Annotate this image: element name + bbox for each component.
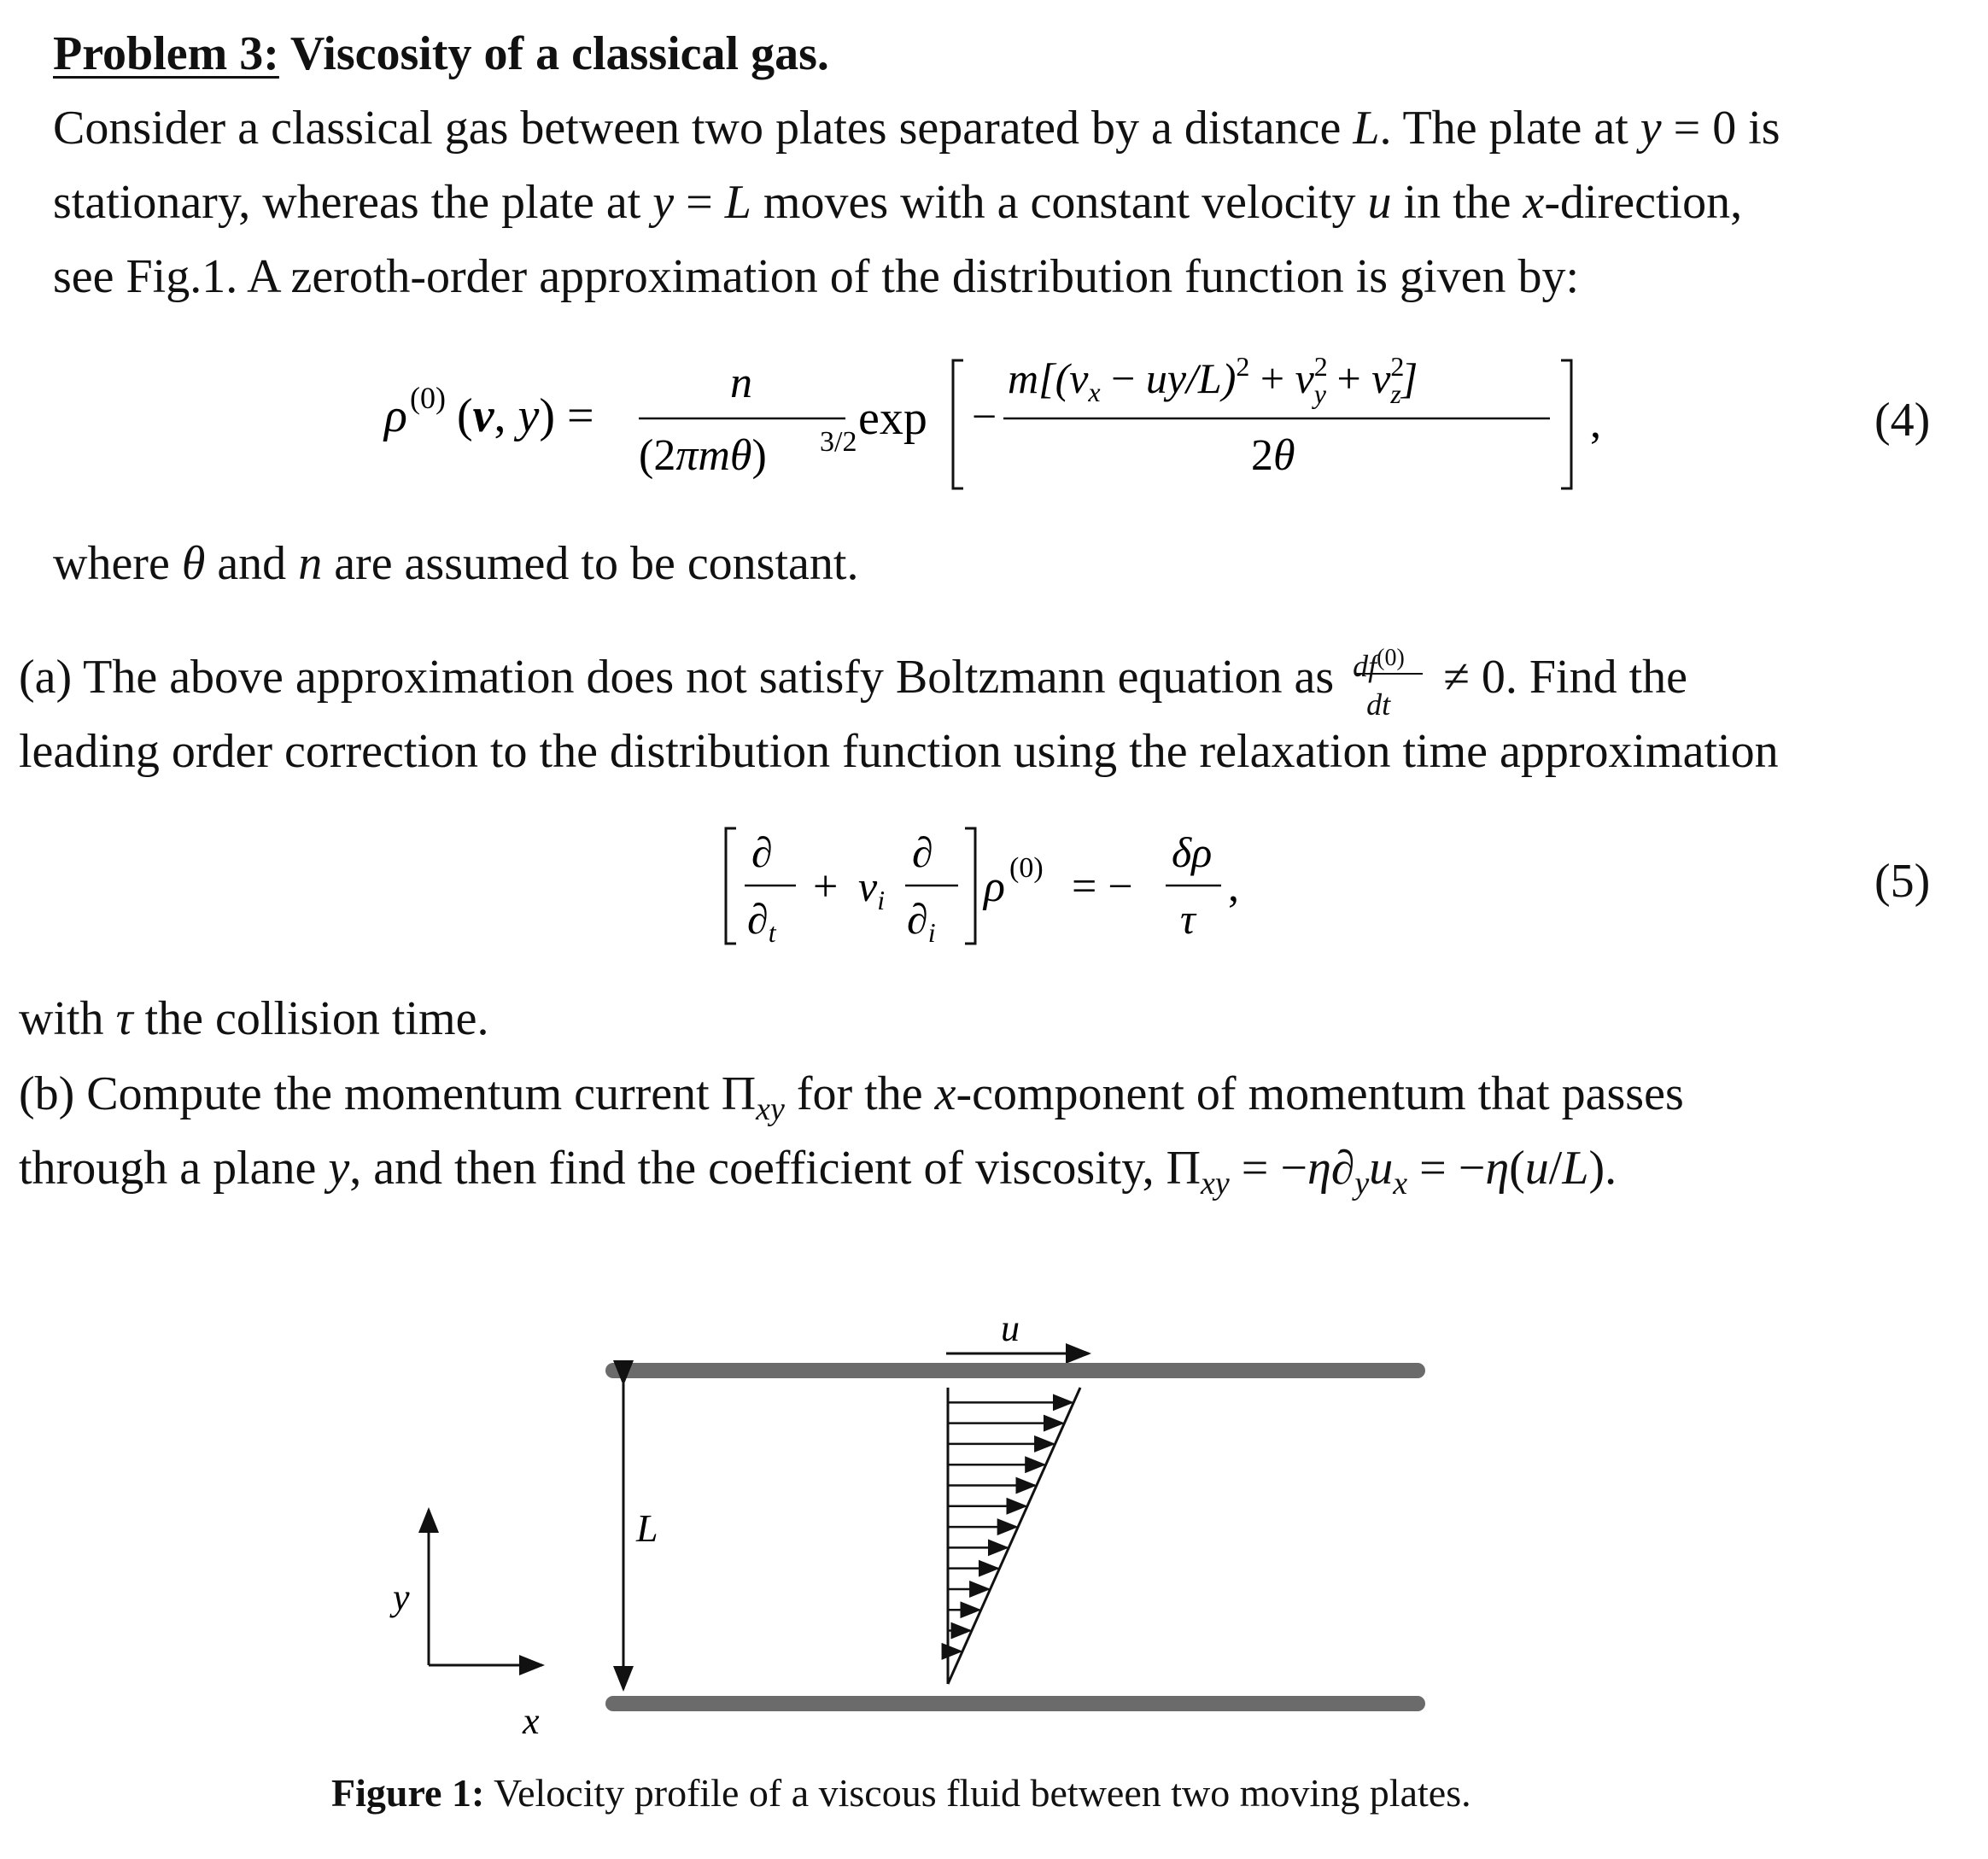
svg-text:+: + — [813, 862, 839, 911]
part-b-line-2: through a plane y, and then find the coefficient of viscosity, $\Pi_{xy} = -\eta\partial_yu_x = -\eta(u/L)$. — [19, 1142, 1617, 1202]
svg-text:∂t: $\partial_t$ — [747, 895, 776, 948]
svg-text:∂i: $\partial_i$ — [907, 895, 936, 948]
svg-text:(0): (0) — [410, 381, 446, 415]
part-a-line-2: leading order correction to the distribution function using the relaxation time approximation — [19, 725, 1779, 778]
svg-text:vi: $v_i$ — [858, 862, 886, 915]
intro-line-2: stationary, whereas the plate at y = L moves with a constant velocity u in the x-direction, — [53, 176, 1743, 229]
svg-text:τ: τ — [1180, 895, 1196, 943]
svg-text:∂: ∂ — [912, 828, 933, 876]
part-a-line-1-start: (a) The above approximation does not satisfy Boltzmann equation as — [19, 651, 1335, 704]
velocity-profile-figure — [0, 1281, 1988, 1759]
label-u: u — [1001, 1307, 1020, 1349]
svg-text:,: , — [1228, 862, 1239, 911]
svg-text:−: − — [972, 393, 997, 441]
part-a-line-1-end: ≠ 0. Find the — [1443, 651, 1687, 704]
intro-after-eq4: where θ and n are assumed to be constant. — [53, 537, 859, 590]
svg-text:(2πmθ): (2πmθ) — [639, 431, 767, 480]
part-a-line-1 — [19, 645, 1945, 722]
equation-5-number: (5) — [1874, 855, 1931, 908]
svg-text:(0): (0) — [1009, 852, 1044, 884]
velocity-arrows — [948, 1402, 1072, 1651]
svg-text:ρ: ρ — [984, 862, 1005, 911]
part-a-after-eq5: with τ the collision time. — [19, 992, 489, 1045]
problem-heading — [53, 24, 829, 84]
svg-text:∂: ∂ — [751, 828, 773, 876]
svg-text:exp: exp — [858, 392, 927, 445]
svg-text:ρ: ρ — [384, 389, 407, 442]
label-L: L — [636, 1506, 658, 1550]
svg-text:m[(vx − uy/L)2 + v2y + v2z]: $m[(v_x - uy/L)^2 + v^2$ $y + v^2$ z] — [1008, 351, 1418, 409]
part-b-line-1: (b) Compute the momentum current $\Pi_{xy}$ for the x-component of momentum that passes — [19, 1067, 1684, 1128]
label-y: y — [393, 1576, 410, 1618]
svg-text:3/2: 3/2 — [820, 426, 857, 458]
intro-line-1: Consider a classical gas between two plates separated by a distance L. The plate at y = 0 is — [53, 102, 1780, 155]
profile-envelope — [948, 1388, 1080, 1684]
intro-line-3: see Fig.1. A zeroth-order approximation of the distribution function is given by: — [53, 250, 1580, 303]
svg-text:n: n — [730, 359, 752, 407]
svg-text:2θ: 2θ — [1251, 431, 1295, 480]
svg-text:,: , — [1590, 399, 1601, 447]
problem-title: Viscosity of a classical gas. — [289, 27, 829, 80]
svg-text:(v, y) =: (v, y) = — [457, 389, 594, 442]
svg-text:= −: = − — [1072, 862, 1133, 911]
problem-number: Problem 3: — [53, 27, 279, 80]
equation-5 — [717, 816, 1281, 961]
label-x: x — [523, 1700, 540, 1742]
equation-4 — [367, 342, 1648, 504]
figure-caption-text: Velocity profile of a viscous fluid between two moving plates. — [493, 1771, 1471, 1815]
svg-text:δρ: δρ — [1172, 828, 1213, 876]
df-dt-fraction: $df^{(0)}$ dt — [1346, 658, 1431, 705]
figure-caption-label: Figure 1: — [331, 1771, 485, 1815]
equation-4-number: (4) — [1874, 394, 1931, 447]
figure-caption — [331, 1770, 1471, 1815]
